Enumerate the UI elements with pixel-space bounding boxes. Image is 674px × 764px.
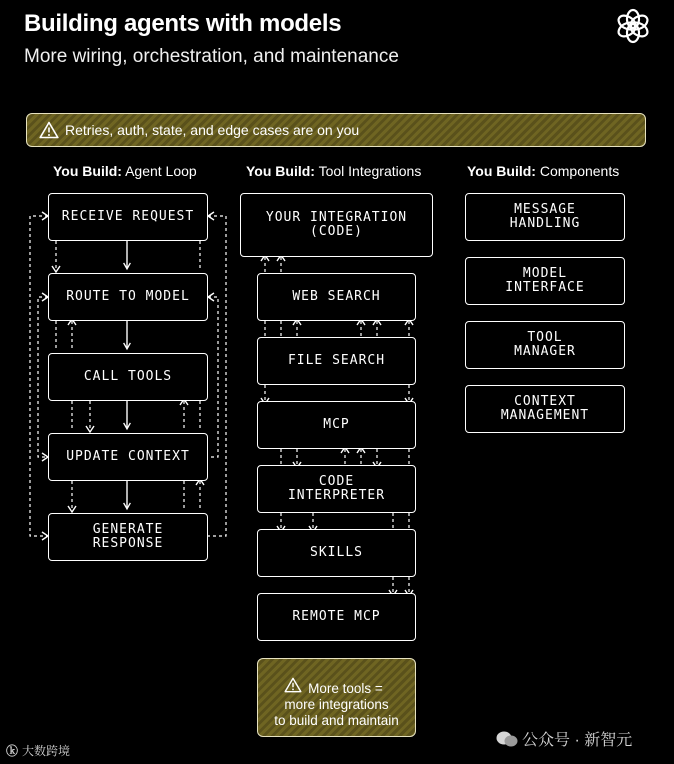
watermark-left-text: 大数跨境 xyxy=(22,744,71,758)
watermark-right-text: 公众号 · 新智元 xyxy=(522,732,633,749)
tool-mcp: MCP xyxy=(257,401,416,449)
step-update-context: UPDATE CONTEXT xyxy=(48,433,208,481)
tool-web-search: WEB SEARCH xyxy=(257,273,416,321)
column-name: Tool Integrations xyxy=(318,163,422,179)
watermark-logo-icon: ⓚ xyxy=(6,744,19,758)
tool-file-search: FILE SEARCH xyxy=(257,337,416,385)
more-tools-note xyxy=(257,658,416,737)
more-tools-note-text: More tools = more integrations to build and maintain xyxy=(274,681,399,728)
step-call-tools: CALL TOOLS xyxy=(48,353,208,401)
tool-your-integration: YOUR INTEGRATION (CODE) xyxy=(240,193,433,257)
page-title: Building agents with models xyxy=(24,10,342,37)
component-tool-manager: TOOL MANAGER xyxy=(465,321,625,369)
tool-remote-mcp: REMOTE MCP xyxy=(257,593,416,641)
step-receive-request: RECEIVE REQUEST xyxy=(48,193,208,241)
warning-banner-text: Retries, auth, state, and edge cases are on you xyxy=(65,122,360,138)
watermark-right xyxy=(496,727,632,750)
component-model-interface: MODEL INTERFACE xyxy=(465,257,625,305)
column-prefix: You Build: xyxy=(246,163,315,179)
tool-code-interpreter: CODE INTERPRETER xyxy=(257,465,416,513)
step-route-to-model: ROUTE TO MODEL xyxy=(48,273,208,321)
column-name: Components xyxy=(539,163,620,179)
page-subtitle: More wiring, orchestration, and maintenance xyxy=(24,46,399,67)
column-name: Agent Loop xyxy=(125,163,197,179)
wechat-icon xyxy=(496,730,518,748)
tool-skills: SKILLS xyxy=(257,529,416,577)
column-prefix: You Build: xyxy=(53,163,122,179)
watermark-left xyxy=(6,742,70,759)
component-message-handling: MESSAGE HANDLING xyxy=(465,193,625,241)
column-prefix: You Build: xyxy=(467,163,536,179)
component-context-management: CONTEXT MANAGEMENT xyxy=(465,385,625,433)
step-generate-response: GENERATE RESPONSE xyxy=(48,513,208,561)
